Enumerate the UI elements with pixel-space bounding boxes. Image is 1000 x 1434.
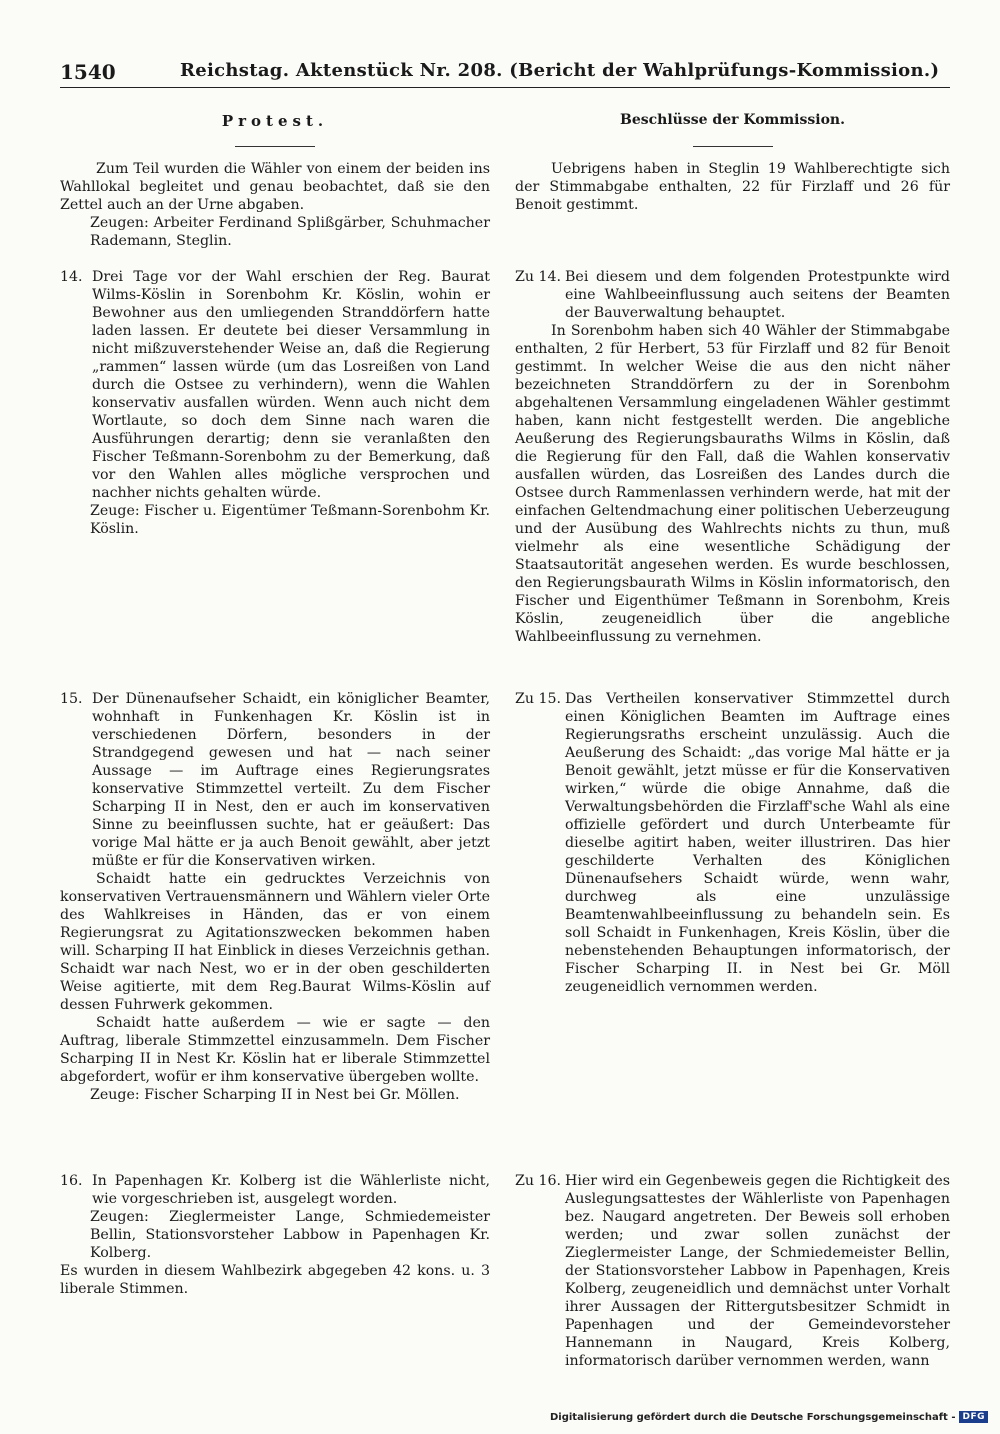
decision-14 (515, 268, 950, 646)
decision-number: Zu 16. (515, 1173, 562, 1189)
header-rule (60, 87, 950, 88)
decision-number: Zu 15. (515, 691, 562, 707)
right-paragraph: Uebrigens haben in Steglin 19 Wahlberechtigte sich der Stimmabgabe enthalten, 22 für Firzlaff und 26 für Benoit gestimmt. (515, 161, 950, 213)
right-paragraph: In Sorenbohm haben sich 40 Wähler der Stimmabgabe enthalten, 2 für Herbert, 53 für Firzlaff und 82 für Benoit gestimmt. In welcher Weise die aus den nicht näher bezeichneten Stranddörfern zu der in Sorenbohm abgehaltenen Versammlung eingeladenen Wähler gestimmt haben, kann nicht festgestellt werden. Die angebliche Aeußerung des Regierungsbauraths Wilms in Köslin, daß die Regierung für den Fall, daß die Wahlen konservativ ausfallen würden, das Losreißen des Landes durch die Ostsee durch Rammenlassen verhindern werde, hat mit der einfachen Geltendmachung einer politischen Ueberzeugung und der Ausübung des Wahlrechts nichts zu thun, muß vielmehr als eine wesentliche Schädigung der Staatsautorität angesehen werden. Es wurde beschlossen, den Regierungsbaurath Wilms in Köslin informatorisch, den Fischer und Eigenthümer Teßmann in Sorenbohm, Kreis Köslin, zeugeneidlich über die angebliche Wahlbeeinflussung zu vernehmen. (515, 323, 950, 645)
left-paragraph: Es wurden in diesem Wahlbezirk abgegeben 42 kons. u. 3 liberale Stimmen. (60, 1263, 490, 1297)
protest-number: 14. (60, 269, 83, 285)
decision-16 (515, 1172, 950, 1370)
protest-15 (60, 690, 490, 1104)
left-witness: Zeugen: Zieglermeister Lange, Schmiedemeister Bellin, Stationsvorsteher Labbow in Papenhagen Kr. Kolberg. (90, 1209, 490, 1261)
page-header (60, 60, 950, 86)
left-title-rule (235, 146, 315, 147)
decision-text: Bei diesem und dem folgenden Protestpunkte wird eine Wahlbeeinflussung auch seitens der Beamten der Bauverwaltung behauptet. (565, 269, 950, 321)
decision-15 (515, 690, 950, 996)
decision-number: Zu 14. (515, 269, 562, 285)
decision-text: Das Vertheilen konservativer Stimmzettel durch einen Königlichen Beamten im Auftrage eines Regierungsraths erscheint unzulässig. Auch die Aeußerung des Schaidt: „das vorige Mal hätte er ja Benoit gewählt, jetzt müsse er für die Konservativen wirken,“ würde die obige Annahme, daß die Verwaltungsbehörden die Firzlaff'sche Wahl als eine offizielle gefördert und durch Unterbeamte für dieselbe agitirt haben, weiter illustriren. Das hier geschilderte Verhalten des Königlichen Dünenaufsehers Schaidt würde, wenn wahr, durchweg als eine unzulässige Beamtenwahlbeeinflussung zu behandeln sein. Es soll Schaidt in Funkenhagen, Kreis Köslin, über die nebenstehenden Behauptungen informatorisch, der Fischer Scharping II. in Nest bei Gr. Möll zeugeneidlich vernommen werden. (565, 691, 950, 995)
right-column-title: Beschlüsse der Kommission. (620, 112, 845, 128)
left-column-title: Protest. (221, 112, 329, 130)
dfg-logo: DFG (959, 1411, 988, 1423)
protest-text: In Papenhagen Kr. Kolberg ist die Wählerliste nicht, wie vorgeschrieben ist, ausgelegt worden. (92, 1173, 490, 1207)
left-witness: Zeugen: Arbeiter Ferdinand Splißgärber, Schuhmacher Rademann, Steglin. (90, 215, 490, 249)
left-witness: Zeuge: Fischer u. Eigentümer Teßmann-Sorenbohm Kr. Köslin. (90, 503, 490, 537)
protest-14 (60, 268, 490, 538)
right-intro-block (515, 160, 950, 214)
protest-number: 15. (60, 691, 83, 707)
digitization-footer (550, 1411, 988, 1423)
page-number: 1540 (60, 60, 116, 84)
left-intro-block (60, 160, 490, 250)
left-paragraph: Schaidt hatte außerdem — wie er sagte — den Auftrag, liberale Stimmzettel einzusammeln. Dem Fischer Scharping II in Nest Kr. Köslin hat er liberale Stimmzettel abgefordert, wofür er ihm konservative übergeben wollte. (60, 1015, 490, 1085)
running-head: Reichstag. Aktenstück Nr. 208. (Bericht der Wahlprüfungs-Kommission.) (180, 60, 940, 81)
footer-text: Digitalisierung gefördert durch die Deutsche Forschungsgemeinschaft - (549, 1411, 956, 1423)
decision-text: Hier wird ein Gegenbeweis gegen die Richtigkeit des Auslegungsattestes der Wählerliste von Papenhagen bez. Naugard angetreten. Der Beweis soll erhoben werden; und zwar sollen zunächst der Zieglermeister Lange, der Schmiedemeister Bellin, der Stationsvorsteher Labbow in Papenhagen, Kreis Kolberg, zeugeneidlich und demnächst unter Vorhalt ihrer Aussagen der Rittergutsbesitzer Schmidt in Papenhagen und der Gemeindevorsteher Hannemann in Naugard, Kreis Kolberg, informatorisch darüber vernommen werden, wann (565, 1173, 950, 1369)
protest-number: 16. (60, 1173, 83, 1189)
protest-text: Der Dünenaufseher Schaidt, ein königlicher Beamter, wohnhaft in Funkenhagen Kr. Köslin ist in verschiedenen Dörfern, besonders in der Strandgegend gewesen und hat — nach seiner Aussage — im Auftrage eines Regierungsrates konservative Stimmzettel verteilt. Zu dem Fischer Scharping II in Nest, den er auch im konservativen Sinne zu beeinflussen suchte, hat er geäußert: Das vorige Mal hätte er ja auch Benoit gewählt, aber jetzt müßte er für die Konservativen wirken. (92, 691, 490, 869)
protest-text: Drei Tage vor der Wahl erschien der Reg. Baurat Wilms-Köslin in Sorenbohm Kr. Köslin, wohin er Bewohner aus den umliegenden Stranddörfern hatte laden lassen. Er deutete bei dieser Versammlung in nicht mißzuverstehender Weise an, daß die Regierung „rammen“ lassen würde (um das Losreißen von Land durch die Ostsee zu verhindern), wenn die Wahlen konservativ ausfallen würden. Wenn auch nicht dem Wortlaute, so doch dem Sinne nach waren die Ausführungen derartig; denn sie veranlaßten den Fischer Teßmann-Sorenbohm zu der Bemerkung, daß vor den Wahlen alles mögliche versprochen und nachher nichts gehalten würde. (92, 269, 490, 501)
left-paragraph: Zum Teil wurden die Wähler von einem der beiden ins Wahllokal begleitet und genau beobachtet, daß sie den Zettel auch an der Urne abgaben. (60, 161, 490, 213)
protest-16 (60, 1172, 490, 1298)
right-title-rule (693, 146, 773, 147)
left-paragraph: Schaidt hatte ein gedrucktes Verzeichnis von konservativen Vertrauensmännern und Wählern vieler Orte des Wahlkreises in Händen, das er von einem Regierungsrat zu Agitationszwecken bekommen haben will. Scharping II hat Einblick in dieses Verzeichnis gethan. Schaidt war nach Nest, wo er in der oben geschilderten Weise agitierte, mit dem Reg.Baurat Wilms-Köslin auf dessen Fuhrwerk gekommen. (60, 871, 490, 1013)
left-witness: Zeuge: Fischer Scharping II in Nest bei Gr. Möllen. (90, 1087, 460, 1103)
